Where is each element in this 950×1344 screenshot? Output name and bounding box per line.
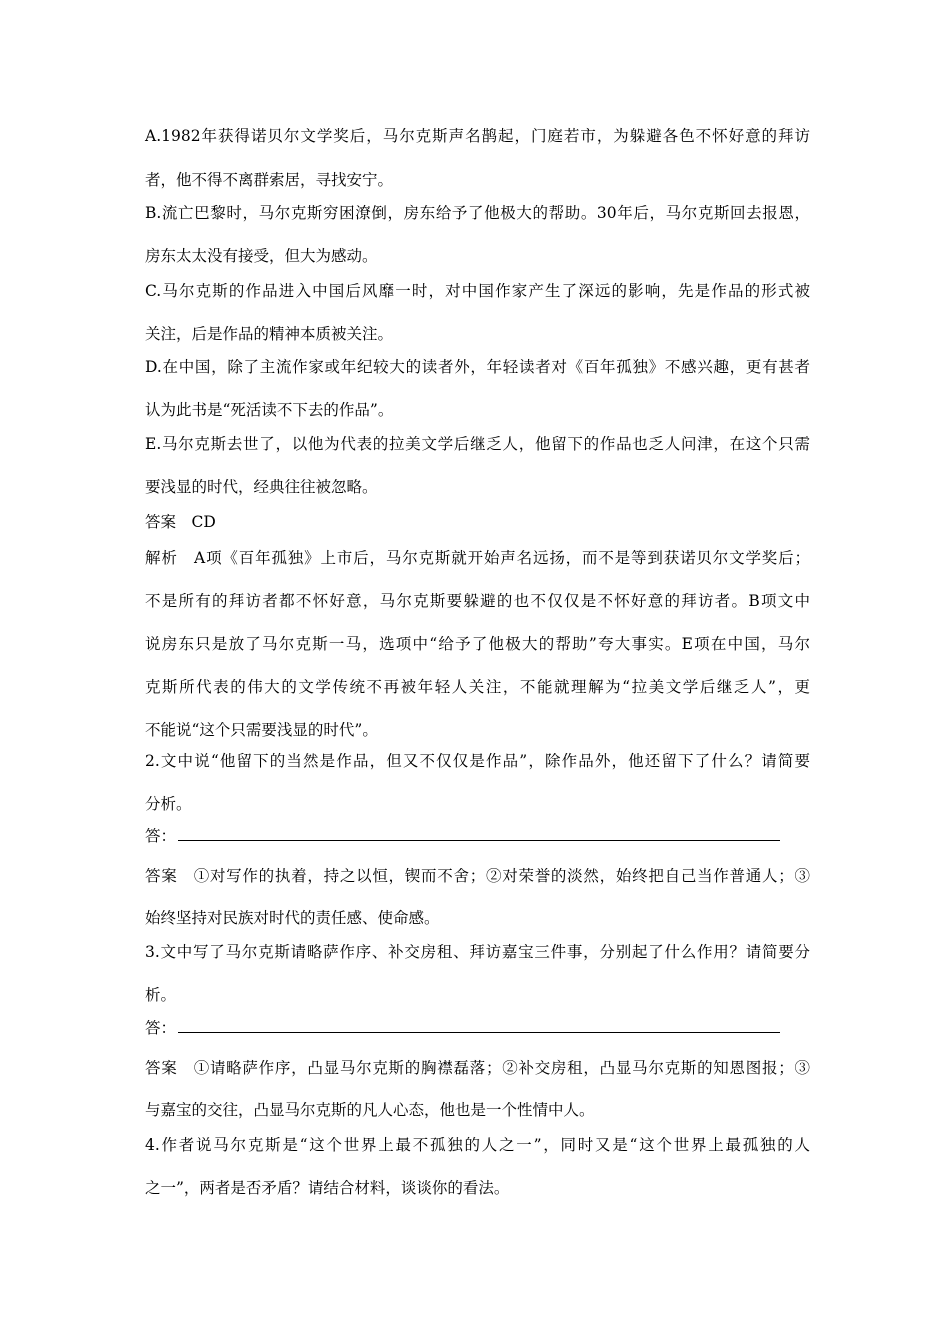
- question-2-line-2: 分析。: [145, 795, 192, 813]
- answer-1: 答案 CD: [145, 513, 216, 531]
- analysis-line-2: 不是所有的拜访者都不怀好意，马尔克斯要躲避的也不仅仅是不怀好意的拜访者。B项文中: [145, 592, 810, 610]
- analysis-line-3: 说房东只是放了马尔克斯一马，选项中“给予了他极大的帮助”夸大事实。E项在中国，马尔: [145, 635, 810, 653]
- option-d-line-1: D.在中国，除了主流作家或年纪较大的读者外，年轻读者对《百年孤独》不感兴趣，更有甚者: [145, 358, 810, 376]
- analysis-line-1: 解析 A项《百年孤独》上市后，马尔克斯就开始声名远扬，而不是等到获诺贝尔文学奖后；: [145, 549, 810, 567]
- option-c-line-2: 关注，后是作品的精神本质被关注。: [145, 325, 394, 343]
- answer-blank-2[interactable]: [145, 825, 780, 847]
- answer-3-line-2: 与嘉宝的交往，凸显马尔克斯的凡人心态，他也是一个性情中人。: [145, 1101, 595, 1119]
- question-4-line-1: 4.作者说马尔克斯是“这个世界上最不孤独的人之一”，同时又是“这个世界上最孤独的人: [145, 1136, 810, 1154]
- question-4-line-2: 之一”，两者是否矛盾？请结合材料，谈谈你的看法。: [145, 1179, 510, 1197]
- answer-2-line-2: 始终坚持对民族对时代的责任感、使命感。: [145, 909, 440, 927]
- option-e-line-1: E.马尔克斯去世了，以他为代表的拉美文学后继乏人，他留下的作品也乏人问津，在这个只需: [145, 435, 810, 453]
- option-a-line-1: A.1982年获得诺贝尔文学奖后，马尔克斯声名鹊起，门庭若市，为躲避各色不怀好意的拜访: [145, 127, 810, 145]
- option-c-line-1: C.马尔克斯的作品进入中国后风靡一时，对中国作家产生了深远的影响，先是作品的形式被: [145, 282, 810, 300]
- answer-underline: [178, 826, 780, 841]
- option-a-line-2: 者，他不得不离群索居，寻找安宁。: [145, 171, 394, 189]
- answer-3-line-1: 答案 ①请略萨作序，凸显马尔克斯的胸襟磊落；②补交房租，凸显马尔克斯的知恩图报；③: [145, 1059, 810, 1077]
- answer-blank-label: 答：: [145, 827, 177, 845]
- option-b-line-1: B.流亡巴黎时，马尔克斯穷困潦倒，房东给予了他极大的帮助。30年后，马尔克斯回去报恩，: [145, 204, 810, 222]
- answer-blank-label: 答：: [145, 1019, 177, 1037]
- question-2-line-1: 2.文中说“他留下的当然是作品，但又不仅仅是作品”，除作品外，他还留下了什么？请简要: [145, 752, 810, 770]
- analysis-line-5: 不能说“这个只需要浅显的时代”。: [145, 721, 378, 739]
- question-3-line-1: 3.文中写了马尔克斯请略萨作序、补交房租、拜访嘉宝三件事，分别起了什么作用？请简要分: [145, 943, 810, 961]
- answer-underline: [178, 1018, 780, 1033]
- answer-2-line-1: 答案 ①对写作的执着，持之以恒，锲而不舍；②对荣誉的淡然，始终把自己当作普通人；③: [145, 867, 810, 885]
- option-d-line-2: 认为此书是“死活读不下去的作品”。: [145, 401, 394, 419]
- option-e-line-2: 要浅显的时代，经典往往被忽略。: [145, 478, 378, 496]
- answer-blank-3[interactable]: [145, 1017, 780, 1039]
- analysis-line-4: 克斯所代表的伟大的文学传统不再被年轻人关注，不能就理解为“拉美文学后继乏人”，更: [145, 678, 810, 696]
- option-b-line-2: 房东太太没有接受，但大为感动。: [145, 247, 378, 265]
- question-3-line-2: 析。: [145, 986, 177, 1004]
